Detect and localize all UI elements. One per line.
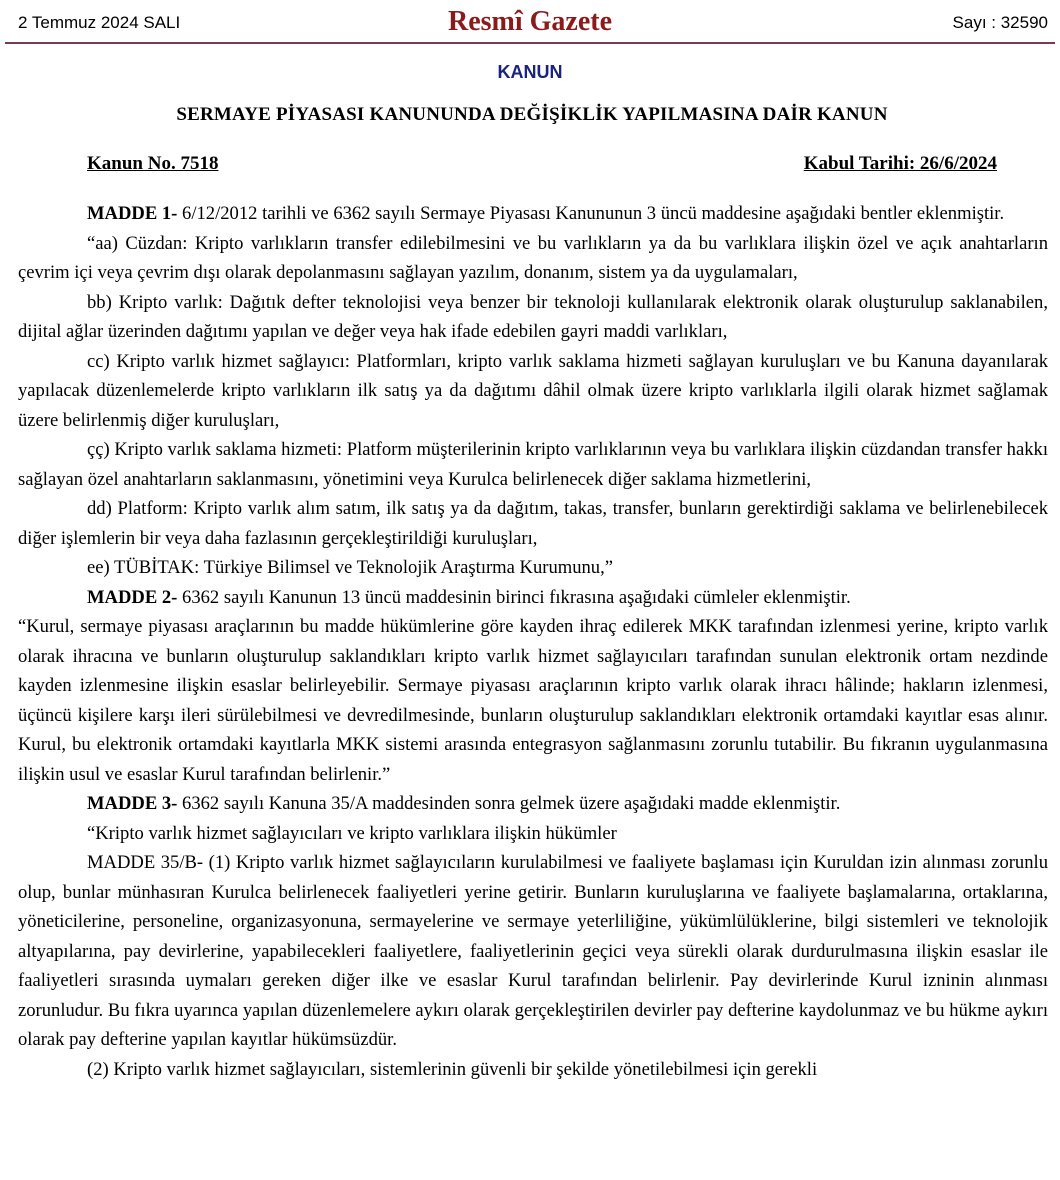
acceptance-date: Kabul Tarihi: 26/6/2024 bbox=[803, 153, 997, 174]
paragraph-text: MADDE 35/B- (1) Kripto varlık hizmet sağlayıcıların kurulabilmesi ve faaliyete başlaması için Kuruldan izin alınması zorunlu olup, bunlar münhasıran Kurulca belirlenecek faaliyetleri yerine getirir. Bunların kuruluşlarına ve faaliyete başlamalarına, ortaklarına, yöneticilerine, personeline, organizasyonuna, sermayelerine ve sermaye yeterliliğine, yükümlülüklerine, bilgi sistemleri ve teknolojik altyapılarına, pay devirlerine, yapabilecekleri faaliyetlere, faaliyetlerinin geçici veya sürekli olarak durdurulmasına ilişkin esaslar ile faaliyetleri sırasında uymaları gereken diğer ilke ve esaslar Kurul tarafından belirlenir. Pay devirlerinde Kurul izninin alınması zorunludur. Bu fıkra uyarınca yapılan düzenlemelere aykırı olarak gerçekleştirilen devirler pay defterine kaydolunmaz ve bu hükme aykırı olarak pay defterine yapılan kayıtlar hükümsüzdür. bbox=[18, 852, 1048, 1050]
issue-number: Sayı : 32590 bbox=[952, 13, 1048, 32]
paragraph bbox=[18, 494, 1048, 553]
paragraph bbox=[18, 583, 1048, 613]
issue-date: 2 Temmuz 2024 SALI bbox=[18, 13, 181, 32]
paragraph bbox=[18, 435, 1048, 494]
article-label: MADDE 3- bbox=[87, 793, 178, 814]
paragraph-text: çç) Kripto varlık saklama hizmeti: Platform müşterilerinin kripto varlıklarının veya bu varlıklara ilişkin cüzdandan transfer hakkı sağlayan özel anahtarların saklanmasını, yönetimini veya Kurulca belirlenecek diğer saklama hizmetlerini, bbox=[18, 439, 1048, 490]
document-type: KANUN bbox=[497, 62, 563, 82]
law-number: Kanun No. 7518 bbox=[87, 153, 219, 174]
document-title: SERMAYE PİYASASI KANUNUNDA DEĞİŞİKLİK YAPILMASINA DAİR KANUN bbox=[176, 104, 888, 125]
paragraph bbox=[18, 199, 1048, 229]
paragraph-text: ee) TÜBİTAK: Türkiye Bilimsel ve Teknolojik Araştırma Kurumunu,” bbox=[87, 557, 614, 578]
paragraph-text: 6/12/2012 tarihli ve 6362 sayılı Sermaye Piyasası Kanununun 3 üncü maddesine aşağıdaki bentler eklenmiştir. bbox=[177, 203, 1005, 224]
paragraph-text: 6362 sayılı Kanuna 35/A maddesinden sonra gelmek üzere aşağıdaki madde eklenmiştir. bbox=[177, 793, 841, 814]
paragraph-text: “Kripto varlık hizmet sağlayıcıları ve kripto varlıklara ilişkin hükümler bbox=[87, 822, 617, 844]
page-header bbox=[0, 0, 1060, 44]
paragraph bbox=[18, 347, 1048, 436]
paragraph bbox=[18, 819, 1048, 849]
header-divider bbox=[5, 42, 1055, 44]
paragraph bbox=[18, 612, 1048, 789]
paragraph-text: bb) Kripto varlık: Dağıtık defter teknolojisi veya benzer bir teknoloji kullanılarak elektronik olarak oluşturulup saklanabilen, dijital ağlar üzerinden dağıtımı yapılan ve değer veya hak ifade edebilen gayri maddi varlıkları, bbox=[18, 291, 1048, 342]
paragraph bbox=[18, 789, 1048, 819]
paragraph-text: cc) Kripto varlık hizmet sağlayıcı: Platformları, kripto varlık saklama hizmeti sağlayan kuruluşları ve bu Kanuna dayanılarak yapılacak düzenlemelerde kripto varlıkların ilk satış ya da dağıtımı dâhil olmak üzere kripto varlıklarla ilgili olarak hizmet sağlamak üzere belirlenmiş diğer kuruluşları, bbox=[18, 350, 1048, 431]
law-body bbox=[18, 199, 1048, 1084]
paragraph-text: dd) Platform: Kripto varlık alım satım, ilk satış ya da dağıtım, takas, transfer, bunların gerektirdiği saklama ve belirlenebilecek diğer işlemlerin bir veya daha fazlasının gerçekleştirildiği kuruluşları, bbox=[18, 498, 1048, 549]
paragraph bbox=[18, 288, 1048, 347]
paragraph bbox=[18, 848, 1048, 1055]
paragraph-text: (2) Kripto varlık hizmet sağlayıcıları, sistemlerinin güvenli bir şekilde yönetilebilmesi için gerekli bbox=[87, 1058, 818, 1080]
paragraph bbox=[18, 553, 1048, 583]
paragraph bbox=[18, 1055, 1048, 1085]
publication-name: Resmî Gazete bbox=[447, 6, 613, 37]
paragraph bbox=[18, 229, 1048, 288]
article-label: MADDE 2- bbox=[87, 586, 178, 608]
paragraph-text: “aa) Cüzdan: Kripto varlıkların transfer edilebilmesini ve bu varlıkların ya da bu varlıklara ilişkin özel ve açık anahtarların çevrim içi veya çevrim dışı olarak depolanmasını sağlayan yazılım, donanım, sistem ya da uygulamaları, bbox=[18, 232, 1048, 283]
paragraph-text: “Kurul, sermaye piyasası araçlarının bu madde hükümlerine göre kayden ihraç edilerek MKK tarafından izlenmesi yerine, kripto varlık olarak ihracına ve bunların oluşturulup saklandıkları kripto varlık hizmet sağlayıcıları tarafından sunulan elektronik ortam nezdinde kayden izlenmesine ilişkin esaslar belirleyebilir. Sermaye piyasası araçlarının kripto varlık olarak ihracı hâlinde; hakların izlenmesi, üçüncü kişilere karşı ileri sürülebilmesi ve devredilmesinde, bunların oluşturulup saklandıkları elektronik ortamdaki kayıtlar esas alınır. Kurul, bu elektronik ortamdaki kayıtlarla MKK sistemi arasında entegrasyon sağlanmasını zorunlu tutabilir. Bu fıkranın uygulanmasına ilişkin usul ve esaslar Kurul tarafından belirlenir.” bbox=[18, 616, 1048, 785]
paragraph-text: 6362 sayılı Kanunun 13 üncü maddesinin birinci fıkrasına aşağıdaki cümleler eklenmiştir. bbox=[177, 586, 851, 608]
article-label: MADDE 1- bbox=[87, 203, 178, 224]
